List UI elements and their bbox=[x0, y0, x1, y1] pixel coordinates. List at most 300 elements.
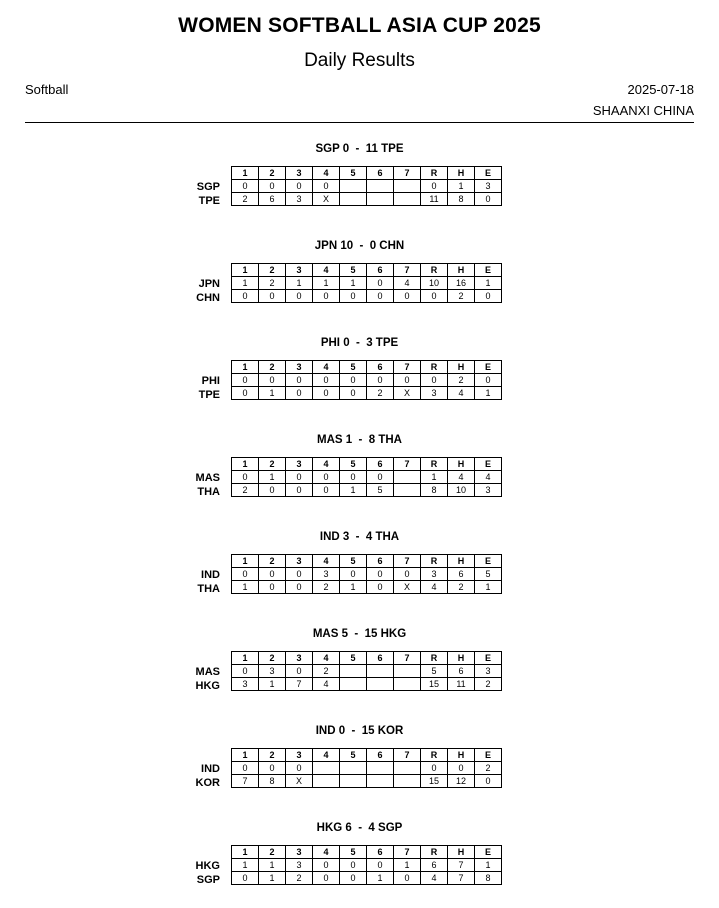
column-header: 5 bbox=[340, 846, 367, 859]
game-block bbox=[0, 822, 719, 902]
column-header: 5 bbox=[340, 458, 367, 471]
game-score-line: HKG 6 - 4 SGP bbox=[316, 822, 403, 834]
linescore-cell bbox=[394, 665, 421, 678]
column-header: 1 bbox=[232, 361, 259, 374]
linescore-cell: 0 bbox=[232, 290, 259, 303]
linescore-cell bbox=[313, 762, 340, 775]
linescore-cell: 1 bbox=[313, 277, 340, 290]
date-label: 2025-07-18 bbox=[627, 82, 694, 97]
home-linescore-row bbox=[232, 193, 502, 206]
game-block bbox=[0, 434, 719, 514]
linescore-cell: 1 bbox=[259, 859, 286, 872]
game-block bbox=[0, 725, 719, 805]
linescore-cell: X bbox=[394, 581, 421, 594]
linescore-cell: 3 bbox=[259, 665, 286, 678]
column-header: 4 bbox=[313, 458, 340, 471]
linescore-cell: 15 bbox=[421, 775, 448, 788]
column-header: 1 bbox=[232, 555, 259, 568]
column-header: 6 bbox=[367, 458, 394, 471]
linescore-cell: 0 bbox=[232, 665, 259, 678]
linescore-cell: 7 bbox=[448, 872, 475, 885]
linescore-header-row bbox=[232, 264, 502, 277]
linescore-header-row bbox=[232, 749, 502, 762]
linescore-cell: 3 bbox=[286, 859, 313, 872]
linescore-cell: 0 bbox=[313, 859, 340, 872]
linescore-cell bbox=[340, 762, 367, 775]
linescore-cell: 0 bbox=[232, 762, 259, 775]
linescore-cell: 15 bbox=[421, 678, 448, 691]
linescore-cell: 2 bbox=[313, 581, 340, 594]
linescore-cell: 0 bbox=[340, 374, 367, 387]
linescore-cell: 1 bbox=[259, 471, 286, 484]
away-team-label: IND bbox=[201, 569, 220, 581]
game-score-line: IND 3 - 4 THA bbox=[319, 531, 400, 543]
linescore-cell: 7 bbox=[232, 775, 259, 788]
linescore-cell: 2 bbox=[367, 387, 394, 400]
linescore-cell: 11 bbox=[448, 678, 475, 691]
linescore-cell: 12 bbox=[448, 775, 475, 788]
linescore-cell: 5 bbox=[475, 568, 502, 581]
linescore-cell: 0 bbox=[394, 568, 421, 581]
linescore-cell bbox=[394, 193, 421, 206]
linescore-cell: 0 bbox=[340, 872, 367, 885]
game-score-line: MAS 5 - 15 HKG bbox=[312, 628, 407, 640]
linescore-cell: 2 bbox=[448, 581, 475, 594]
linescore-header-row bbox=[232, 458, 502, 471]
column-header: 6 bbox=[367, 652, 394, 665]
linescore-cell: 0 bbox=[259, 762, 286, 775]
linescore-cell bbox=[367, 193, 394, 206]
linescore-cell bbox=[340, 193, 367, 206]
column-header: 7 bbox=[394, 749, 421, 762]
column-header: 4 bbox=[313, 749, 340, 762]
away-team-label: SGP bbox=[196, 181, 220, 193]
linescore-table bbox=[231, 360, 502, 400]
column-header: 4 bbox=[313, 264, 340, 277]
linescore-cell: 3 bbox=[421, 568, 448, 581]
linescore-cell: 0 bbox=[232, 374, 259, 387]
linescore-table bbox=[231, 263, 502, 303]
linescore-table bbox=[231, 554, 502, 594]
column-header: 6 bbox=[367, 167, 394, 180]
linescore-cell: 0 bbox=[286, 762, 313, 775]
page-subtitle: Daily Results bbox=[304, 50, 415, 71]
linescore-cell bbox=[367, 775, 394, 788]
column-header: E bbox=[475, 555, 502, 568]
column-header: 3 bbox=[286, 652, 313, 665]
linescore-cell: 1 bbox=[259, 387, 286, 400]
linescore-cell: 8 bbox=[259, 775, 286, 788]
linescore-cell: 0 bbox=[286, 581, 313, 594]
column-header: 3 bbox=[286, 846, 313, 859]
game-block bbox=[0, 240, 719, 320]
game-block bbox=[0, 628, 719, 708]
away-linescore-row bbox=[232, 762, 502, 775]
linescore-table bbox=[231, 457, 502, 497]
linescore-cell: 16 bbox=[448, 277, 475, 290]
column-header: 5 bbox=[340, 749, 367, 762]
linescore-cell: 0 bbox=[340, 387, 367, 400]
linescore-cell: 3 bbox=[421, 387, 448, 400]
column-header: 4 bbox=[313, 361, 340, 374]
home-linescore-row bbox=[232, 581, 502, 594]
column-header: R bbox=[421, 264, 448, 277]
linescore-cell: 6 bbox=[448, 568, 475, 581]
linescore-cell: 10 bbox=[448, 484, 475, 497]
home-team-label: SGP bbox=[196, 874, 220, 886]
column-header: 5 bbox=[340, 167, 367, 180]
column-header: H bbox=[448, 361, 475, 374]
linescore-cell: 3 bbox=[475, 180, 502, 193]
column-header: H bbox=[448, 555, 475, 568]
linescore-cell bbox=[367, 678, 394, 691]
linescore-cell: 0 bbox=[421, 180, 448, 193]
linescore-cell: 2 bbox=[448, 290, 475, 303]
home-linescore-row bbox=[232, 387, 502, 400]
linescore-cell: 0 bbox=[367, 471, 394, 484]
linescore-cell: 8 bbox=[475, 872, 502, 885]
home-linescore-row bbox=[232, 775, 502, 788]
linescore-cell: 4 bbox=[475, 471, 502, 484]
linescore-cell: 0 bbox=[313, 872, 340, 885]
home-team-label: THA bbox=[197, 583, 220, 595]
column-header: 2 bbox=[259, 555, 286, 568]
linescore-cell bbox=[367, 665, 394, 678]
column-header: H bbox=[448, 458, 475, 471]
linescore-cell: 0 bbox=[259, 568, 286, 581]
game-score-line: PHI 0 - 3 TPE bbox=[320, 337, 399, 349]
linescore-cell: 1 bbox=[475, 859, 502, 872]
linescore-cell: 2 bbox=[475, 678, 502, 691]
away-linescore-row bbox=[232, 665, 502, 678]
away-linescore-row bbox=[232, 374, 502, 387]
linescore-cell: 0 bbox=[232, 387, 259, 400]
column-header: E bbox=[475, 361, 502, 374]
column-header: 3 bbox=[286, 361, 313, 374]
column-header: R bbox=[421, 749, 448, 762]
column-header: 7 bbox=[394, 555, 421, 568]
linescore-cell: 0 bbox=[313, 290, 340, 303]
column-header: 2 bbox=[259, 458, 286, 471]
column-header: 1 bbox=[232, 167, 259, 180]
linescore-cell: 0 bbox=[367, 859, 394, 872]
linescore-cell: 0 bbox=[394, 872, 421, 885]
linescore-cell: 2 bbox=[232, 484, 259, 497]
column-header: 4 bbox=[313, 652, 340, 665]
linescore-cell: 0 bbox=[286, 180, 313, 193]
linescore-cell: 0 bbox=[259, 290, 286, 303]
linescore-cell bbox=[394, 180, 421, 193]
linescore-table bbox=[231, 651, 502, 691]
linescore-cell: 1 bbox=[232, 581, 259, 594]
linescore-cell: 6 bbox=[421, 859, 448, 872]
column-header: H bbox=[448, 846, 475, 859]
linescore-cell: 1 bbox=[421, 471, 448, 484]
game-score-line: IND 0 - 15 KOR bbox=[315, 725, 404, 737]
linescore-cell bbox=[313, 775, 340, 788]
linescore-cell: 0 bbox=[367, 568, 394, 581]
linescore-cell: 4 bbox=[448, 387, 475, 400]
column-header: 2 bbox=[259, 264, 286, 277]
home-team-label: KOR bbox=[195, 777, 220, 789]
linescore-cell: 0 bbox=[232, 180, 259, 193]
linescore-cell: X bbox=[286, 775, 313, 788]
sport-label: Softball bbox=[25, 82, 69, 97]
linescore-cell: 0 bbox=[232, 471, 259, 484]
home-team-label: TPE bbox=[198, 195, 220, 207]
linescore-cell: 2 bbox=[475, 762, 502, 775]
column-header: 3 bbox=[286, 749, 313, 762]
linescore-cell bbox=[394, 471, 421, 484]
linescore-cell: 0 bbox=[286, 665, 313, 678]
linescore-cell: 0 bbox=[259, 180, 286, 193]
linescore-cell: 1 bbox=[286, 277, 313, 290]
linescore-cell: 8 bbox=[448, 193, 475, 206]
linescore-cell: 2 bbox=[313, 665, 340, 678]
linescore-cell bbox=[340, 678, 367, 691]
column-header: R bbox=[421, 361, 448, 374]
linescore-cell: 1 bbox=[259, 872, 286, 885]
column-header: E bbox=[475, 652, 502, 665]
linescore-cell: 0 bbox=[448, 762, 475, 775]
away-team-label: MAS bbox=[195, 472, 220, 484]
linescore-cell: 6 bbox=[448, 665, 475, 678]
venue-label: SHAANXI CHINA bbox=[592, 103, 694, 118]
column-header: H bbox=[448, 264, 475, 277]
linescore-cell: 2 bbox=[232, 193, 259, 206]
linescore-cell: 0 bbox=[421, 290, 448, 303]
linescore-cell: 0 bbox=[286, 387, 313, 400]
linescore-cell: 0 bbox=[367, 290, 394, 303]
linescore-cell: 7 bbox=[286, 678, 313, 691]
column-header: 2 bbox=[259, 749, 286, 762]
column-header: E bbox=[475, 846, 502, 859]
column-header: 3 bbox=[286, 458, 313, 471]
linescore-cell: 1 bbox=[340, 484, 367, 497]
linescore-cell: 0 bbox=[259, 374, 286, 387]
linescore-cell: 3 bbox=[475, 484, 502, 497]
linescore-header-row bbox=[232, 555, 502, 568]
home-linescore-row bbox=[232, 484, 502, 497]
home-team-label: THA bbox=[197, 486, 220, 498]
column-header: 2 bbox=[259, 652, 286, 665]
linescore-cell: 2 bbox=[286, 872, 313, 885]
column-header: 1 bbox=[232, 458, 259, 471]
linescore-table bbox=[231, 748, 502, 788]
column-header: R bbox=[421, 167, 448, 180]
linescore-cell: 0 bbox=[286, 374, 313, 387]
linescore-cell: 0 bbox=[475, 290, 502, 303]
column-header: H bbox=[448, 749, 475, 762]
column-header: 7 bbox=[394, 264, 421, 277]
column-header: 2 bbox=[259, 361, 286, 374]
linescore-header-row bbox=[232, 167, 502, 180]
page-title: WOMEN SOFTBALL ASIA CUP 2025 bbox=[178, 14, 541, 37]
linescore-cell: 1 bbox=[475, 581, 502, 594]
linescore-table bbox=[231, 845, 502, 885]
home-linescore-row bbox=[232, 290, 502, 303]
linescore-cell: 0 bbox=[340, 859, 367, 872]
linescore-cell: 0 bbox=[475, 374, 502, 387]
away-team-label: JPN bbox=[198, 278, 220, 290]
home-linescore-row bbox=[232, 872, 502, 885]
linescore-cell: 0 bbox=[340, 568, 367, 581]
column-header: 4 bbox=[313, 846, 340, 859]
home-team-label: HKG bbox=[195, 680, 220, 692]
linescore-cell: X bbox=[313, 193, 340, 206]
column-header: 7 bbox=[394, 458, 421, 471]
linescore-table bbox=[231, 166, 502, 206]
linescore-cell bbox=[340, 180, 367, 193]
game-block bbox=[0, 143, 719, 223]
linescore-cell: 7 bbox=[448, 859, 475, 872]
linescore-cell: 0 bbox=[367, 581, 394, 594]
column-header: 7 bbox=[394, 652, 421, 665]
column-header: 4 bbox=[313, 555, 340, 568]
linescore-cell: 0 bbox=[313, 387, 340, 400]
linescore-cell: 4 bbox=[313, 678, 340, 691]
column-header: 4 bbox=[313, 167, 340, 180]
linescore-cell bbox=[394, 484, 421, 497]
game-score-line: MAS 1 - 8 THA bbox=[317, 434, 402, 446]
linescore-cell: 1 bbox=[475, 277, 502, 290]
linescore-cell: 1 bbox=[232, 859, 259, 872]
game-score-line: SGP 0 - 11 TPE bbox=[315, 143, 404, 155]
game-block bbox=[0, 337, 719, 417]
linescore-cell bbox=[394, 775, 421, 788]
linescore-cell: 0 bbox=[394, 374, 421, 387]
linescore-header-row bbox=[232, 361, 502, 374]
linescore-cell: 8 bbox=[421, 484, 448, 497]
linescore-cell: 0 bbox=[286, 568, 313, 581]
column-header: E bbox=[475, 749, 502, 762]
home-linescore-row bbox=[232, 678, 502, 691]
away-team-label: IND bbox=[201, 763, 220, 775]
linescore-cell: 6 bbox=[259, 193, 286, 206]
column-header: E bbox=[475, 264, 502, 277]
linescore-cell: 0 bbox=[232, 568, 259, 581]
linescore-cell bbox=[340, 665, 367, 678]
column-header: 5 bbox=[340, 264, 367, 277]
linescore-cell bbox=[367, 180, 394, 193]
linescore-cell: 4 bbox=[421, 872, 448, 885]
column-header: H bbox=[448, 167, 475, 180]
column-header: 2 bbox=[259, 846, 286, 859]
away-linescore-row bbox=[232, 180, 502, 193]
away-team-label: HKG bbox=[195, 860, 220, 872]
column-header: 5 bbox=[340, 555, 367, 568]
column-header: 6 bbox=[367, 361, 394, 374]
linescore-cell: 0 bbox=[394, 290, 421, 303]
linescore-cell: 0 bbox=[475, 193, 502, 206]
linescore-cell: 0 bbox=[259, 581, 286, 594]
linescore-cell: 0 bbox=[340, 471, 367, 484]
linescore-cell: 0 bbox=[475, 775, 502, 788]
linescore-cell: 1 bbox=[340, 277, 367, 290]
linescore-cell: 0 bbox=[421, 762, 448, 775]
column-header: 1 bbox=[232, 264, 259, 277]
away-team-label: PHI bbox=[201, 375, 220, 387]
linescore-cell: 0 bbox=[313, 484, 340, 497]
column-header: H bbox=[448, 652, 475, 665]
column-header: R bbox=[421, 458, 448, 471]
linescore-cell: 3 bbox=[232, 678, 259, 691]
column-header: 7 bbox=[394, 361, 421, 374]
linescore-cell bbox=[340, 775, 367, 788]
linescore-cell bbox=[367, 762, 394, 775]
column-header: 1 bbox=[232, 652, 259, 665]
linescore-header-row bbox=[232, 846, 502, 859]
linescore-cell: 0 bbox=[313, 374, 340, 387]
linescore-cell: 0 bbox=[367, 277, 394, 290]
linescore-cell: 0 bbox=[259, 484, 286, 497]
linescore-cell: 1 bbox=[340, 581, 367, 594]
column-header: 1 bbox=[232, 846, 259, 859]
away-linescore-row bbox=[232, 471, 502, 484]
away-linescore-row bbox=[232, 568, 502, 581]
linescore-cell: 3 bbox=[286, 193, 313, 206]
linescore-header-row bbox=[232, 652, 502, 665]
away-linescore-row bbox=[232, 277, 502, 290]
column-header: 1 bbox=[232, 749, 259, 762]
linescore-cell: 0 bbox=[340, 290, 367, 303]
linescore-cell bbox=[394, 762, 421, 775]
column-header: 7 bbox=[394, 846, 421, 859]
linescore-cell: 3 bbox=[475, 665, 502, 678]
linescore-cell bbox=[394, 678, 421, 691]
linescore-cell: 0 bbox=[286, 471, 313, 484]
column-header: 3 bbox=[286, 555, 313, 568]
linescore-cell: 4 bbox=[448, 471, 475, 484]
linescore-cell: 1 bbox=[232, 277, 259, 290]
linescore-cell: 1 bbox=[475, 387, 502, 400]
linescore-cell: 3 bbox=[313, 568, 340, 581]
column-header: 7 bbox=[394, 167, 421, 180]
linescore-cell: 11 bbox=[421, 193, 448, 206]
linescore-cell: 0 bbox=[232, 872, 259, 885]
game-block bbox=[0, 531, 719, 611]
column-header: 2 bbox=[259, 167, 286, 180]
linescore-cell: 2 bbox=[259, 277, 286, 290]
linescore-cell: 0 bbox=[367, 374, 394, 387]
linescore-cell: 0 bbox=[313, 471, 340, 484]
linescore-cell: 5 bbox=[421, 665, 448, 678]
linescore-cell: 1 bbox=[394, 859, 421, 872]
linescore-cell: 4 bbox=[421, 581, 448, 594]
column-header: R bbox=[421, 652, 448, 665]
column-header: R bbox=[421, 846, 448, 859]
column-header: 6 bbox=[367, 846, 394, 859]
linescore-cell: 1 bbox=[367, 872, 394, 885]
column-header: E bbox=[475, 458, 502, 471]
column-header: 3 bbox=[286, 167, 313, 180]
linescore-cell: 1 bbox=[448, 180, 475, 193]
linescore-cell: 0 bbox=[286, 290, 313, 303]
column-header: 5 bbox=[340, 361, 367, 374]
linescore-cell: 4 bbox=[394, 277, 421, 290]
column-header: 6 bbox=[367, 555, 394, 568]
header-divider bbox=[25, 122, 694, 123]
home-team-label: CHN bbox=[196, 292, 220, 304]
linescore-cell: 1 bbox=[259, 678, 286, 691]
away-linescore-row bbox=[232, 859, 502, 872]
home-team-label: TPE bbox=[198, 389, 220, 401]
column-header: 3 bbox=[286, 264, 313, 277]
linescore-cell: 0 bbox=[313, 180, 340, 193]
column-header: 6 bbox=[367, 264, 394, 277]
column-header: 6 bbox=[367, 749, 394, 762]
linescore-cell: 5 bbox=[367, 484, 394, 497]
